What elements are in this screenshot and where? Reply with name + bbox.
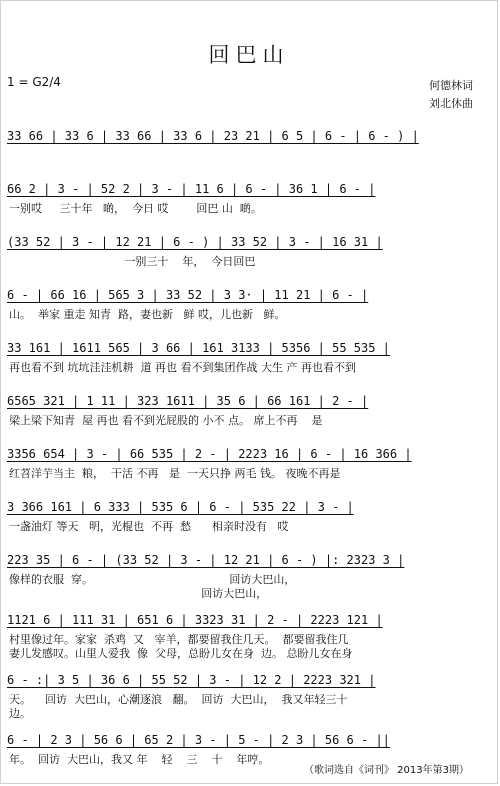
score-line: [7, 392, 487, 445]
notation-row: 223 35 | 6 - | (33 52 | 3 - | 12 21 | 6 - ) |: 2323 3 |: [7, 553, 405, 567]
lyrics-row: 一别哎 三十年 啲， 今日 哎 回巴 山 啲。: [9, 202, 262, 215]
score-line: [7, 233, 487, 286]
score-line: [7, 286, 487, 339]
score-line: [7, 445, 487, 498]
notation-row: 33 66 | 33 6 | 33 66 | 33 6 | 23 21 | 6 5 | 6 - | 6 - ) |: [7, 129, 419, 143]
notation-row: 3356 654 | 3 - | 66 535 | 2 - | 2223 16 | 6 - | 16 366 |: [7, 447, 412, 461]
score-line: [7, 498, 487, 551]
score-line: [7, 127, 487, 180]
lyricist-credit: 何德林词: [429, 79, 473, 92]
score-line: [7, 180, 487, 233]
score-line: [7, 551, 487, 611]
lyrics-row-second: 回访大巴山，: [9, 587, 268, 600]
source-note: （歌词选自《词刊》 2013年第3期）: [304, 765, 469, 776]
composer-credit: 刘北休曲: [429, 97, 473, 110]
lyrics-row: 梁上梁下知青 屋 再也 看不到光屁股的 小不 点。 席上不再 是: [9, 414, 323, 427]
lyrics-row: 红苕洋芋当主 粮， 干活 不再 是 一天只挣 两毛 钱。 夜晚不再是: [9, 467, 341, 480]
notation-row: 66 2 | 3 - | 52 2 | 3 - | 11 6 | 6 - | 36 1 | 6 - |: [7, 182, 376, 196]
notation-row: 3 366 161 | 6 333 | 535 6 | 6 - | 535 22 | 3 - |: [7, 500, 354, 514]
lyrics-row: 一别三十 年， 今日回巴: [9, 255, 256, 268]
song-title: 回巴山: [208, 43, 290, 67]
key-signature: 1 = G2/4: [7, 75, 61, 89]
score-line: [7, 611, 487, 671]
score-body: [7, 127, 487, 784]
lyrics-row-second: 边。: [9, 707, 31, 720]
lyrics-row: 天。 回访 大巴山，心潮逐浪 翻。 回访 大巴山， 我又年轻三十: [9, 693, 348, 706]
lyrics-row: 一盏油灯 等天 明，光棍也 不再 愁 相亲时没有 哎: [9, 520, 289, 533]
score-line: [7, 671, 487, 731]
notation-row: (33 52 | 3 - | 12 21 | 6 - ) | 33 52 | 3 - | 16 31 |: [7, 235, 383, 249]
notation-row: 6 - | 2 3 | 56 6 | 65 2 | 3 - | 5 - | 2 3 | 56 6 - ||: [7, 733, 390, 747]
notation-row: 33 161 | 1611 565 | 3 66 | 161 3133 | 5356 | 55 535 |: [7, 341, 390, 355]
lyrics-row: 像样的衣服 穿。 回访大巴山，: [9, 573, 296, 586]
notation-row: 6 - :| 3 5 | 36 6 | 55 52 | 3 - | 12 2 | 2223 321 |: [7, 673, 376, 687]
score-line: [7, 339, 487, 392]
score-line: [7, 731, 487, 784]
lyrics-row: 山。 举家 重走 知青 路，妻也新 鲜 哎，儿也新 鲜。: [9, 308, 286, 321]
notation-row: 6565 321 | 1 11 | 323 1611 | 35 6 | 66 161 | 2 - |: [7, 394, 369, 408]
lyrics-row: 再也看不到 坑坑洼洼机耕 道 再也 看不到集团作战 大生 产 再也看不到: [9, 361, 356, 374]
lyrics-row: 村里像过年。家家 杀鸡 又 宰羊，都要留我住几天。 都要留我住几: [9, 633, 349, 646]
notation-row: 1121 6 | 111 31 | 651 6 | 3323 31 | 2 - | 2223 121 |: [7, 613, 383, 627]
lyrics-row: 年。 回访 大巴山，我又 年 轻 三 十 年哼。: [9, 753, 270, 766]
lyrics-row-second: 妻儿发感叹。山里人爱我 像 父母，总盼儿女在身 边。 总盼儿女在身: [9, 647, 353, 660]
notation-row: 6 - | 66 16 | 565 3 | 33 52 | 3 3· | 11 21 | 6 - |: [7, 288, 369, 302]
